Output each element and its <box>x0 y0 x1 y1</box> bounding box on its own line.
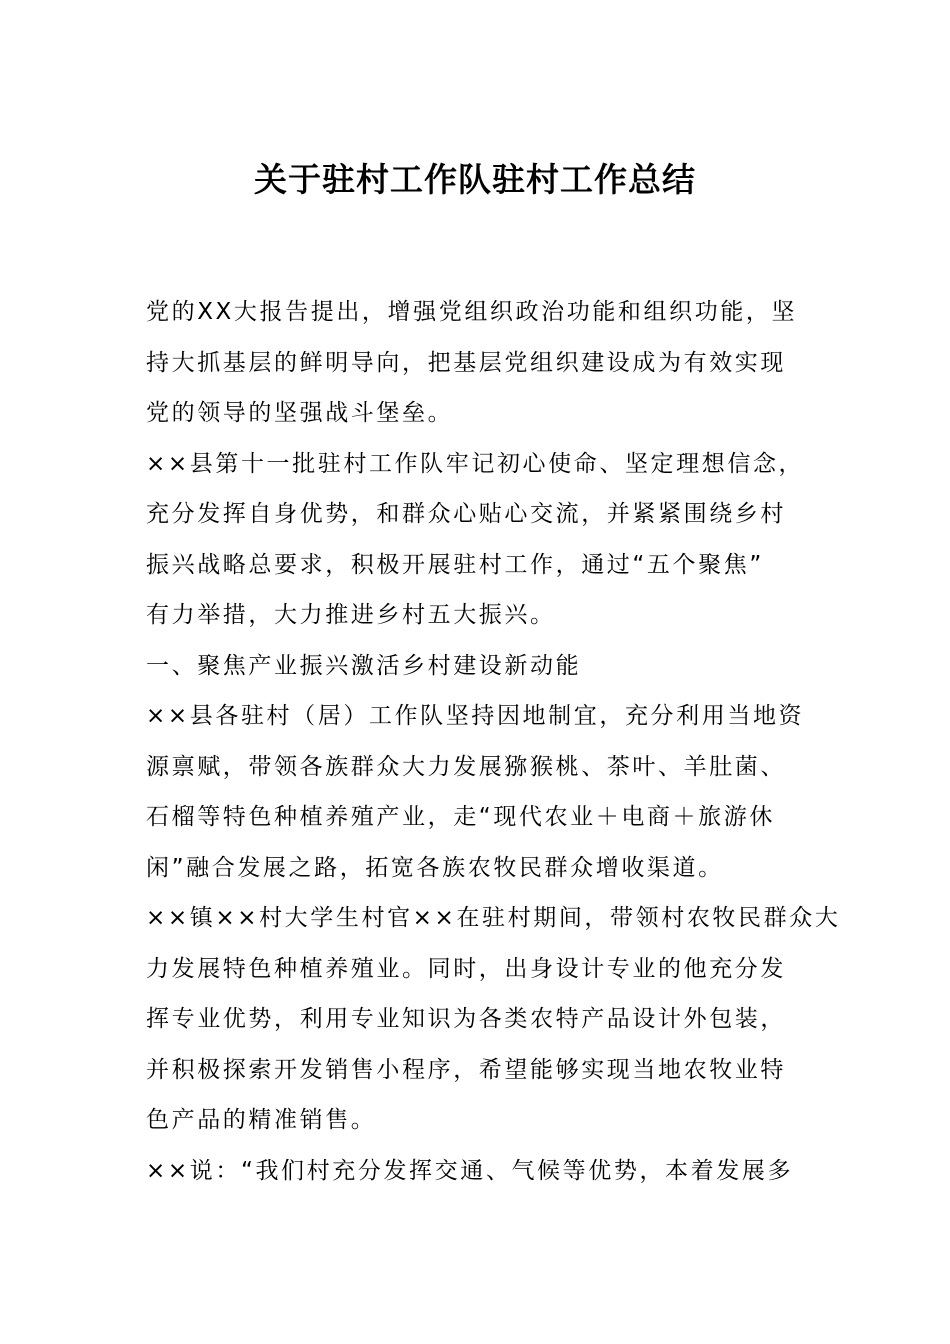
text-line: 并积极探索开发销售小程序，希望能够实现当地农牧业特 <box>146 1056 786 1083</box>
paragraph-industry <box>146 691 806 893</box>
text-line: 闲”融合发展之路，拓宽各族农牧民群众增收渠道。 <box>146 854 724 881</box>
text-line: 振兴战略总要求，积极开展驻村工作，通过“五个聚焦” <box>146 551 764 578</box>
text-line: 石榴等特色种植养殖产业，走“现代农业＋电商＋旅游休 <box>146 804 775 830</box>
text-line: 一、聚焦产业振兴激活乡村建设新动能 <box>146 652 582 679</box>
paragraph-quote <box>146 1146 806 1197</box>
text-line: ××县各驻村（居）工作队坚持因地制宜，充分利用当地资 <box>146 703 805 729</box>
text-line: 有力举措，大力推进乡村五大振兴。 <box>146 602 556 628</box>
text-line: ××说：“我们村充分发挥交通、气候等优势，本着发展多 <box>146 1157 794 1184</box>
text-line: ××镇××村大学生村官××在驻村期间，带领村农牧民群众大 <box>146 905 841 931</box>
text-line: 力发展特色种植养殖业。同时，出身设计专业的他充分发 <box>146 955 786 982</box>
text-line: 充分发挥自身优势，和群众心贴心交流，并紧紧围绕乡村 <box>146 501 786 527</box>
document-body <box>146 287 841 1196</box>
text-line: 党的领导的坚强战斗堡垒。 <box>146 400 454 426</box>
text-line: ××县第十一批驻村工作队牢记初心使命、坚定理想信念， <box>146 450 805 477</box>
text-line: 色产品的精准销售。 <box>146 1107 377 1133</box>
paragraph-overview <box>146 439 806 641</box>
section-heading <box>146 641 806 692</box>
paragraph-intro <box>146 287 806 439</box>
text-line: 源禀赋，带领各族群众大力发展猕猴桃、茶叶、羊肚菌、 <box>146 753 786 780</box>
document-title: 关于驻村工作队驻村工作总结 <box>254 160 696 199</box>
text-line: 挥专业优势，利用专业知识为各类农特产品设计外包装， <box>146 1006 786 1032</box>
text-line: 持大抓基层的鲜明导向，把基层党组织建设成为有效实现 <box>146 349 786 376</box>
text-line: 党的XX大报告提出，增强党组织政治功能和组织功能，坚 <box>146 299 798 325</box>
paragraph-example <box>146 893 841 1146</box>
